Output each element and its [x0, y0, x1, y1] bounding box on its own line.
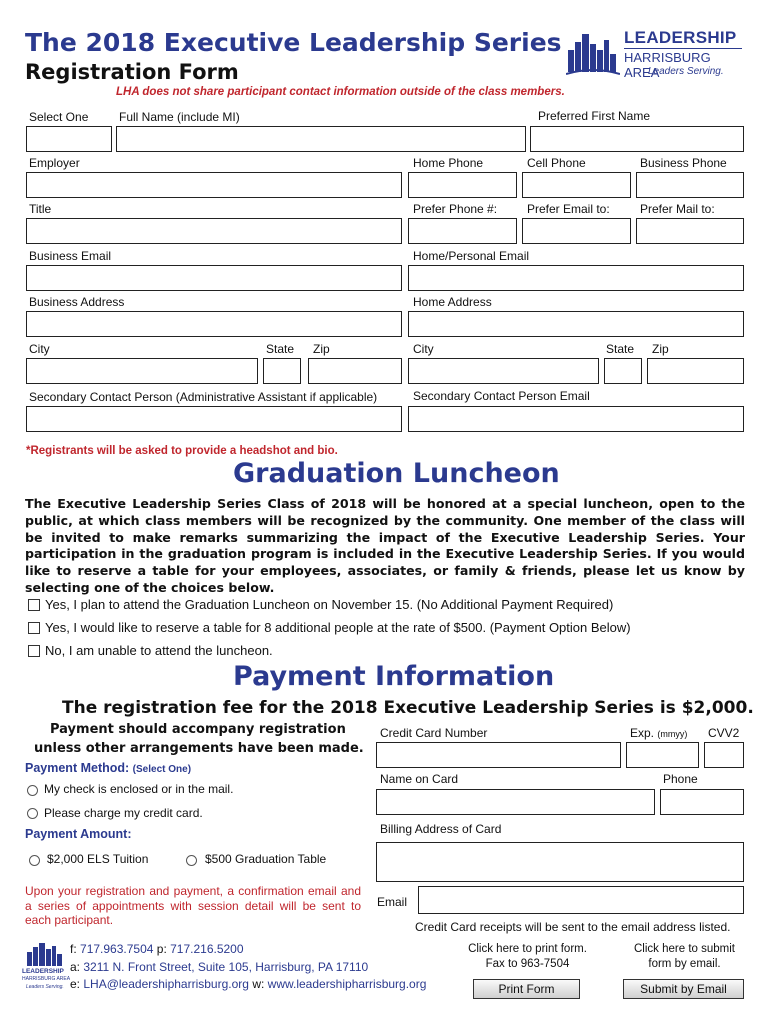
prefer-phone-label: Prefer Phone #: — [413, 202, 498, 216]
cvv-label: CVV2 — [708, 726, 740, 740]
prefer-email-field[interactable] — [522, 218, 631, 244]
footer-logo-line1: LEADERSHIP — [22, 968, 64, 975]
business-phone-field[interactable] — [636, 172, 744, 198]
card-phone-label: Phone — [663, 772, 698, 786]
luncheon-attend-label: Yes, I plan to attend the Graduation Luncheon on November 15. (No Additional Payment Required) — [45, 597, 614, 612]
zip-label: Zip — [313, 342, 330, 356]
footer-logo — [22, 942, 71, 998]
secondary-contact-field[interactable] — [26, 406, 402, 432]
payment-method-label: Payment Method: (Select One) — [25, 761, 192, 775]
name-on-card-field[interactable] — [376, 789, 655, 815]
tuition-label: $2,000 ELS Tuition — [47, 852, 149, 866]
privacy-note: LHA does not share participant contact information outside of the class members. — [116, 86, 565, 98]
skyline-icon — [566, 30, 620, 78]
city-field[interactable] — [26, 358, 258, 384]
secondary-contact-label: Secondary Contact Person (Administrative Assistant if applicable) — [29, 390, 378, 404]
title-field[interactable] — [26, 218, 402, 244]
skyline-icon — [25, 942, 65, 968]
card-email-label: Email — [377, 895, 408, 909]
card-phone-field[interactable] — [660, 789, 744, 815]
exp-label: Exp. (mmyy) — [630, 726, 688, 740]
headshot-note: *Registrants will be asked to provide a headshot and bio. — [26, 445, 338, 457]
state-field[interactable] — [263, 358, 301, 384]
home-state-label: State — [606, 342, 635, 356]
confirmation-note: Upon your registration and payment, a confirmation email and a series of appointments with session detail will be sent to each participant. — [25, 884, 361, 927]
website-link[interactable]: www.leadershipharrisburg.org — [267, 977, 427, 991]
luncheon-table-checkbox[interactable] — [28, 622, 40, 634]
full-name-field[interactable] — [116, 126, 526, 152]
footer-contact-line-3: e: LHA@leadershipharrisburg.org w: www.leadershipharrisburg.org — [70, 977, 427, 991]
cc-number-field[interactable] — [376, 742, 621, 768]
city-label: City — [29, 342, 50, 356]
print-note: Click here to print form. Fax to 963-7504 — [468, 943, 587, 970]
business-address-label: Business Address — [29, 295, 125, 309]
home-zip-field[interactable] — [647, 358, 744, 384]
luncheon-decline-label: No, I am unable to attend the luncheon. — [45, 643, 273, 658]
prefer-mail-label: Prefer Mail to: — [640, 202, 715, 216]
exp-format: (mmyy) — [657, 729, 688, 739]
cell-phone-label: Cell Phone — [527, 156, 586, 170]
home-address-label: Home Address — [413, 295, 492, 309]
footer-logo-line2: HARRISBURG AREA — [22, 976, 71, 982]
cell-phone-field[interactable] — [522, 172, 631, 198]
logo-tagline: Leaders Serving. — [648, 66, 724, 77]
charge-card-radio[interactable] — [27, 808, 38, 819]
employer-field[interactable] — [26, 172, 402, 198]
luncheon-heading: Graduation Luncheon — [233, 458, 560, 489]
home-state-field[interactable] — [604, 358, 642, 384]
billing-address-label: Billing Address of Card — [380, 822, 502, 836]
luncheon-decline-checkbox[interactable] — [28, 645, 40, 657]
page-subtitle: Registration Form — [25, 60, 239, 84]
home-zip-label: Zip — [652, 342, 669, 356]
card-email-field[interactable] — [418, 886, 744, 914]
footer-logo-tagline: Leaders Serving. — [26, 984, 64, 990]
payment-method-hint: (Select One) — [132, 764, 192, 775]
name-on-card-label: Name on Card — [380, 772, 459, 786]
luncheon-table-label: Yes, I would like to reserve a table for 8 additional people at the rate of $500. (Payment Option Below) — [45, 620, 631, 635]
print-form-button[interactable]: Print Form — [473, 979, 580, 999]
phone-number: 717.216.5200 — [170, 942, 244, 956]
prefer-mail-field[interactable] — [636, 218, 744, 244]
cvv-field[interactable] — [704, 742, 744, 768]
luncheon-attend-checkbox[interactable] — [28, 599, 40, 611]
prefer-email-label: Prefer Email to: — [527, 202, 610, 216]
receipt-note: Credit Card receipts will be sent to the email address listed. — [415, 920, 731, 934]
submit-note: Click here to submit form by email. — [634, 943, 735, 970]
business-address-field[interactable] — [26, 311, 402, 337]
logo — [566, 28, 746, 80]
fax-number: 717.963.7504 — [80, 942, 154, 956]
cc-number-label: Credit Card Number — [380, 726, 488, 740]
footer-contact-line-1: f: 717.963.7504 p: 717.216.5200 — [70, 942, 244, 956]
page-title: The 2018 Executive Leadership Series — [25, 28, 562, 57]
home-email-field[interactable] — [408, 265, 744, 291]
check-enclosed-label: My check is enclosed or in the mail. — [44, 782, 234, 796]
home-phone-label: Home Phone — [413, 156, 484, 170]
billing-address-field[interactable] — [376, 842, 744, 882]
fee-line: The registration fee for the 2018 Executive Leadership Series is $2,000. — [62, 698, 754, 718]
business-email-field[interactable] — [26, 265, 402, 291]
payment-heading: Payment Information — [233, 661, 555, 692]
accompany-line-1: Payment should accompany registration — [50, 722, 346, 737]
tuition-radio[interactable] — [29, 855, 40, 866]
full-name-label: Full Name (include MI) — [119, 110, 240, 124]
home-city-label: City — [413, 342, 434, 356]
luncheon-body: The Executive Leadership Series Class of 2018 will be honored at a special luncheon, open to the public, at which class members will be recognized by the community. One member of the class will be invited to make remarks summarizing the impact of the Executive Leadership Series. Your participation in the graduation program is included in the Executive Leadership Series. If you would like to reserve a table for your employees, associates, or family & friends, please let us know by selecting one of the choices below. — [25, 496, 745, 595]
prefer-phone-field[interactable] — [408, 218, 517, 244]
employer-label: Employer — [29, 156, 80, 170]
preferred-first-name-label: Preferred First Name — [538, 109, 651, 123]
logo-text-line1: LEADERSHIP — [624, 28, 737, 47]
business-phone-label: Business Phone — [640, 156, 727, 170]
home-city-field[interactable] — [408, 358, 599, 384]
graduation-table-label: $500 Graduation Table — [205, 852, 327, 866]
home-email-label: Home/Personal Email — [413, 249, 530, 263]
title-label: Title — [29, 202, 52, 216]
secondary-email-label: Secondary Contact Person Email — [413, 389, 590, 403]
home-address-field[interactable] — [408, 311, 744, 337]
footer-contact-line-2: a: 3211 N. Front Street, Suite 105, Harrisburg, PA 17110 — [70, 960, 369, 974]
graduation-table-radio[interactable] — [186, 855, 197, 866]
logo-text-line2: HARRISBURG AREA — [624, 50, 711, 80]
charge-card-label: Please charge my credit card. — [44, 806, 203, 820]
email-link[interactable]: LHA@leadershipharrisburg.org — [83, 977, 249, 991]
state-label: State — [266, 342, 295, 356]
accompany-line-2: unless other arrangements have been made. — [34, 741, 364, 756]
zip-field[interactable] — [308, 358, 402, 384]
business-email-label: Business Email — [29, 249, 112, 263]
preferred-first-name-field[interactable] — [530, 126, 744, 152]
payment-amount-label: Payment Amount: — [25, 827, 132, 841]
home-phone-field[interactable] — [408, 172, 517, 198]
street-address: 3211 N. Front Street, Suite 105, Harrisburg, PA 17110 — [83, 960, 369, 974]
select-one-field[interactable] — [26, 126, 112, 152]
check-enclosed-radio[interactable] — [27, 785, 38, 796]
exp-field[interactable] — [626, 742, 699, 768]
submit-by-email-button[interactable]: Submit by Email — [623, 979, 744, 999]
secondary-email-field[interactable] — [408, 406, 744, 432]
select-one-label: Select One — [29, 110, 89, 124]
